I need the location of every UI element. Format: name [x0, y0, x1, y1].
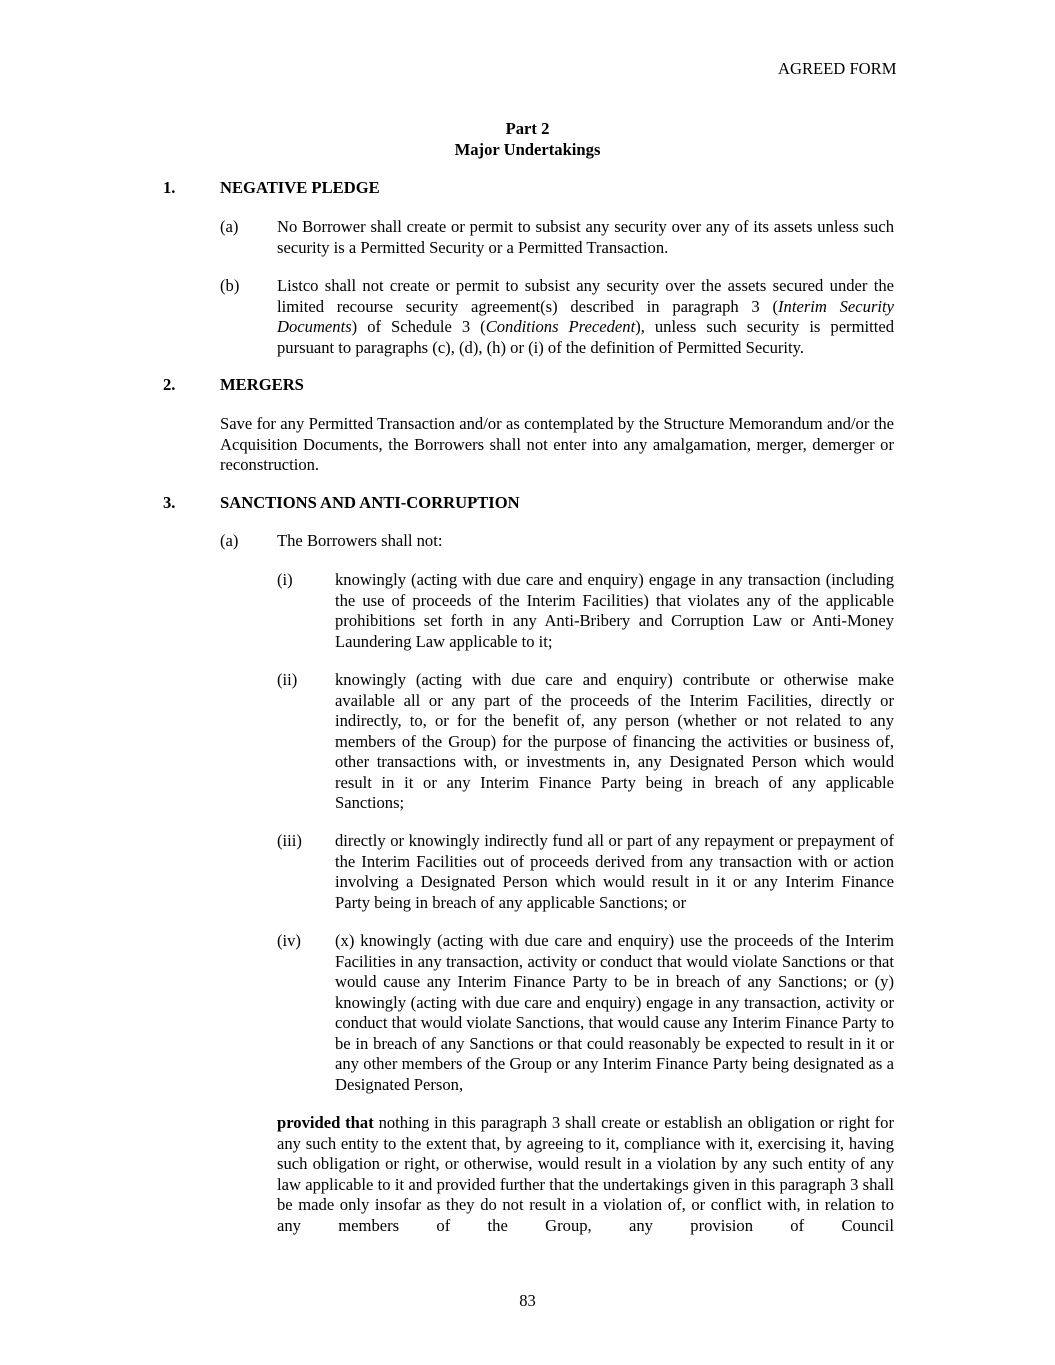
- section-2-text: Save for any Permitted Transaction and/or as contemplated by the Structure Memorandum and/or the Acquisition Documents, the Borrowers shall not enter into any amalgamation, merger, demerger or reconstruction.: [220, 414, 894, 474]
- subitem-iv-label: (iv): [277, 931, 301, 950]
- subitem-i-text: knowingly (acting with due care and enquiry) engage in any transaction (including the use of proceeds of the Interim Facilities) that violates any of the applicable prohibitions set forth in any Anti-Bribery and Corruption Law or Anti-Money Laundering Law applicable to it;: [335, 570, 894, 651]
- section-3-item-a-label: (a): [220, 531, 239, 550]
- subitem-iv-text: (x) knowingly (acting with due care and enquiry) use the proceeds of the Interim Facilities in any transaction, activity or conduct that would violate Sanctions or that would cause any Interim Finance Party to be in breach of any Sanctions; or (y) knowingly (acting with due care and enquiry) engage in any transaction, activity or conduct that would violate Sanctions, that would cause any Interim Finance Party to be in breach of any Sanctions or that could reasonably be expected to result in it or any other members of the Group or any Interim Finance Party being designated as a Designated Person,: [335, 931, 894, 1094]
- part-title: [0, 119, 1055, 160]
- subitem-ii-label: (ii): [277, 670, 298, 689]
- proviso-paragraph: [277, 1113, 894, 1236]
- section-3-heading: SANCTIONS AND ANTI-CORRUPTION: [220, 493, 520, 512]
- proviso-bold: provided that: [277, 1113, 374, 1132]
- part-subtitle: Major Undertakings: [454, 139, 601, 159]
- part-number: Part 2: [505, 119, 550, 138]
- proviso-text: nothing in this paragraph 3 shall create or establish an obligation or right for any such entity to the extent that, by agreeing to it, compliance with it, exercising it, having such obligation or right, or otherwise, would result in a violation by any such entity of any law applicable to it and provided further that the undertakings given in this paragraph 3 shall be made only insofar as they do not result in a violation of, or conflict with, in relation to any members of the Group, any provision of Council: [277, 1113, 895, 1235]
- section-1-heading: NEGATIVE PLEDGE: [220, 178, 380, 197]
- subitem-ii-text: knowingly (acting with due care and enquiry) contribute or otherwise make available all or any part of the proceeds of the Interim Facilities, directly or indirectly, to, or for the benefit of, any person (whether or not related to any members of the Group) for the purpose of financing the activities or business of, other transactions with, or investments in, any Designated Person which would result in it or any Interim Finance Party being in breach of any applicable Sanctions;: [335, 670, 894, 812]
- subitem-iii-label: (iii): [277, 831, 302, 850]
- page-number: 83: [519, 1291, 536, 1310]
- section-2-number: 2.: [163, 375, 176, 394]
- subitem-iii-text: directly or knowingly indirectly fund all or part of any repayment or prepayment of the Interim Facilities out of proceeds derived from any transaction with or action involving a Designated Person which would result in it or any Interim Finance Party being in breach of any applicable Sanctions; or: [335, 831, 894, 912]
- agreed-form-label: AGREED FORM: [778, 59, 897, 78]
- section-3-item-a-text: The Borrowers shall not:: [277, 531, 443, 550]
- section-1-number: 1.: [163, 178, 176, 197]
- subitem-i-label: (i): [277, 570, 293, 589]
- section-1-item-a-text: No Borrower shall create or permit to subsist any security over any of its assets unless such security is a Permitted Security or a Permitted Transaction.: [277, 217, 894, 257]
- section-1-item-b-label: (b): [220, 276, 240, 295]
- section-1-item-a-label: (a): [220, 217, 239, 236]
- section-3-number: 3.: [163, 493, 176, 512]
- section-2-heading: MERGERS: [220, 375, 304, 394]
- section-1-item-b-text: Listco shall not create or permit to subsist any security over the assets secured under the limited recourse security agreement(s) described in paragraph 3 (Interim Security Documents) of Schedule 3 (Conditions Precedent), unless such security is permitted pursuant to paragraphs (c), (d), (h) or (i) of the definition of Permitted Security.: [277, 276, 894, 357]
